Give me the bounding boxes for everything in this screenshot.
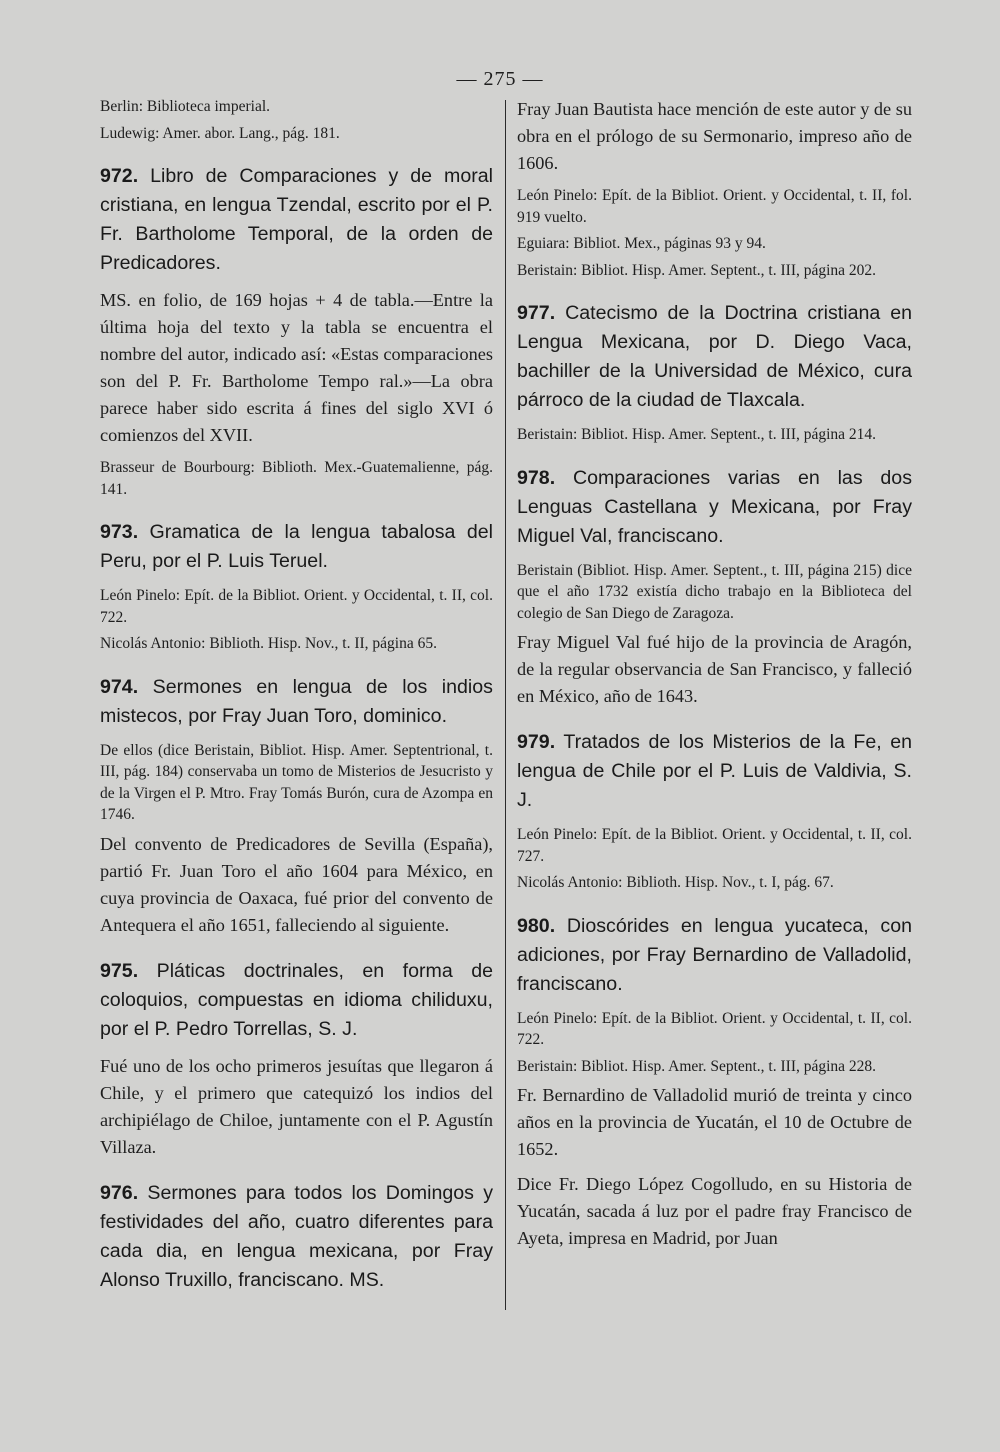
entry-title: Pláticas doctrinales, en forma de coloquios, compuestas en idioma chiliduxu, por el P. Pedro Torrellas, S. J.: [100, 959, 493, 1040]
entry-number: 975.: [100, 959, 139, 982]
entry-title: Catecismo de la Doctrina cristiana en Lengua Mexicana, por D. Diego Vaca, bachiller de la Universidad de México, cura párroco de la ciudad de Tlaxcala.: [517, 302, 913, 411]
reference-line: Beristain: Bibliot. Hisp. Amer. Septent., t. III, página 228.: [517, 1057, 877, 1075]
catalog-entry-977: [517, 299, 912, 415]
catalog-entry-980: [517, 912, 912, 999]
entry-number: 974.: [100, 675, 139, 698]
reference-line: León Pinelo: Epít. de la Bibliot. Orient. y Occidental, t. II, col. 722.: [517, 1009, 912, 1048]
right-column: [517, 96, 912, 1260]
reference-line: Brasseur de Bourbourg: Biblioth. Mex.-Guatemalienne, pág. 141.: [100, 459, 493, 498]
entry-number: 973.: [100, 521, 139, 543]
entry-description: Del convento de Predicadores de Sevilla (España), partió Fr. Juan Toro el año 1604 para México, en cuya provincia de Oaxaca, fué prior del convento de Antequera el año 1651, falleciendo al siguiente.: [100, 833, 493, 935]
catalog-entry-973: [100, 518, 493, 576]
entry-title: Gramatica de la lengua tabalosa del Peru, por el P. Luis Teruel.: [100, 521, 494, 572]
entry-number: 980.: [517, 914, 556, 937]
left-column: [100, 96, 493, 1304]
reference-note: De ellos (dice Beristain, Bibliot. Hisp. Amer. Septentrional, t. III, pág. 184) conservaba un tomo de Misterios de Jesucristo y de la Virgen el P. Mtro. Fray Tomás Burón, cura de Azompa en 1746.: [100, 741, 493, 823]
reference-note: Beristain (Bibliot. Hisp. Amer. Septent., t. III, página 215) dice que el año 1732 existía dicho trabajo en la Biblioteca del colegio de San Diego de Zaragoza.: [517, 561, 912, 622]
catalog-entry-976: [100, 1179, 493, 1295]
reference-line: León Pinelo: Epít. de la Bibliot. Orient. y Occidental, t. II, col. 722.: [100, 587, 493, 626]
reference-line: Eguiara: Bibliot. Mex., páginas 93 y 94.: [517, 235, 766, 252]
entry-number: 978.: [517, 466, 556, 489]
entry-number: 976.: [100, 1181, 139, 1204]
entry-title: Dioscórides en lengua yucateca, con adiciones, por Fray Bernardino de Valladolid, franciscano.: [517, 914, 912, 995]
catalog-entry-974: [100, 673, 493, 731]
entry-title: Tratados de los Misterios de la Fe, en lengua de Chile por el P. Luis de Valdivia, S. J.: [517, 731, 913, 811]
column-divider: [505, 100, 506, 1310]
catalog-entry-978: [517, 464, 912, 551]
reference-line: Nicolás Antonio: Biblioth. Hisp. Nov., t. II, página 65.: [100, 635, 437, 652]
catalog-entry-979: [517, 728, 912, 815]
reference-line: Beristain: Bibliot. Hisp. Amer. Septent., t. III, página 202.: [517, 261, 877, 279]
reference-line: Ludewig: Amer. abor. Lang., pág. 181.: [100, 124, 340, 142]
reference-line: Berlin: Biblioteca imperial.: [100, 98, 271, 115]
reference-line: León Pinelo: Epít. de la Bibliot. Orient. y Occidental, t. II, fol. 919 vuelto.: [517, 187, 912, 226]
reference-line: Nicolás Antonio: Biblioth. Hisp. Nov., t. I, pág. 67.: [517, 874, 834, 891]
entry-description: Fray Juan Bautista hace mención de este autor y de su obra en el prólogo de su Sermonario, impreso año de 1606.: [517, 99, 912, 173]
entry-title: Sermones para todos los Domingos y festividades del año, cuatro diferentes para cada dia, en lengua mexicana, por Fray Alonso Truxillo, franciscano. MS.: [100, 1181, 493, 1291]
entry-number: 979.: [517, 731, 556, 753]
reference-line: Beristain: Bibliot. Hisp. Amer. Septent., t. III, página 214.: [517, 426, 877, 443]
entry-number: 977.: [517, 302, 556, 324]
entry-title: Comparaciones varias en las dos Lenguas Castellana y Mexicana, por Fray Miguel Val, franciscano.: [517, 466, 912, 547]
catalog-entry-972: [100, 162, 493, 278]
reference-line: León Pinelo: Epít. de la Bibliot. Orient. y Occidental, t. II, col. 727.: [517, 826, 912, 865]
entry-description: Dice Fr. Diego López Cogolludo, en su Historia de Yucatán, sacada á luz por el padre fray Francisco de Ayeta, impresa en Madrid, por Juan: [517, 1174, 912, 1248]
entry-description: Fué uno de los ocho primeros jesuítas que llegaron á Chile, y el primero que catequizó los indios del archipiélago de Chiloe, juntamente con el P. Agustín Villaza.: [100, 1055, 493, 1157]
entry-number: 972.: [100, 165, 139, 187]
entry-description: MS. en folio, de 169 hojas + 4 de tabla.—Entre la última hoja del texto y la tabla se encuentra el nombre del autor, indicado así: «Estas comparaciones son del P. Fr. Bartholome Tempo ral.»—La obra parece haber sido escrita á fines del siglo XVI ó comienzos del XVII.: [100, 290, 493, 445]
entry-description: Fray Miguel Val fué hijo de la provincia de Aragón, de la regular observancia de San Francisco, y falleció en México, año de 1643.: [517, 632, 912, 706]
entry-title: Libro de Comparaciones y de moral cristiana, en lengua Tzendal, escrito por el P. Fr. Bartholome Temporal, de la orden de Predicadores.: [100, 165, 493, 274]
page-number: — 275 —: [456, 68, 544, 90]
catalog-entry-975: [100, 957, 493, 1044]
entry-description: Fr. Bernardino de Valladolid murió de treinta y cinco años en la provincia de Yucatán, el 10 de Octubre de 1652.: [517, 1085, 912, 1159]
entry-title: Sermones en lengua de los indios mistecos, por Fray Juan Toro, dominico.: [100, 675, 493, 727]
